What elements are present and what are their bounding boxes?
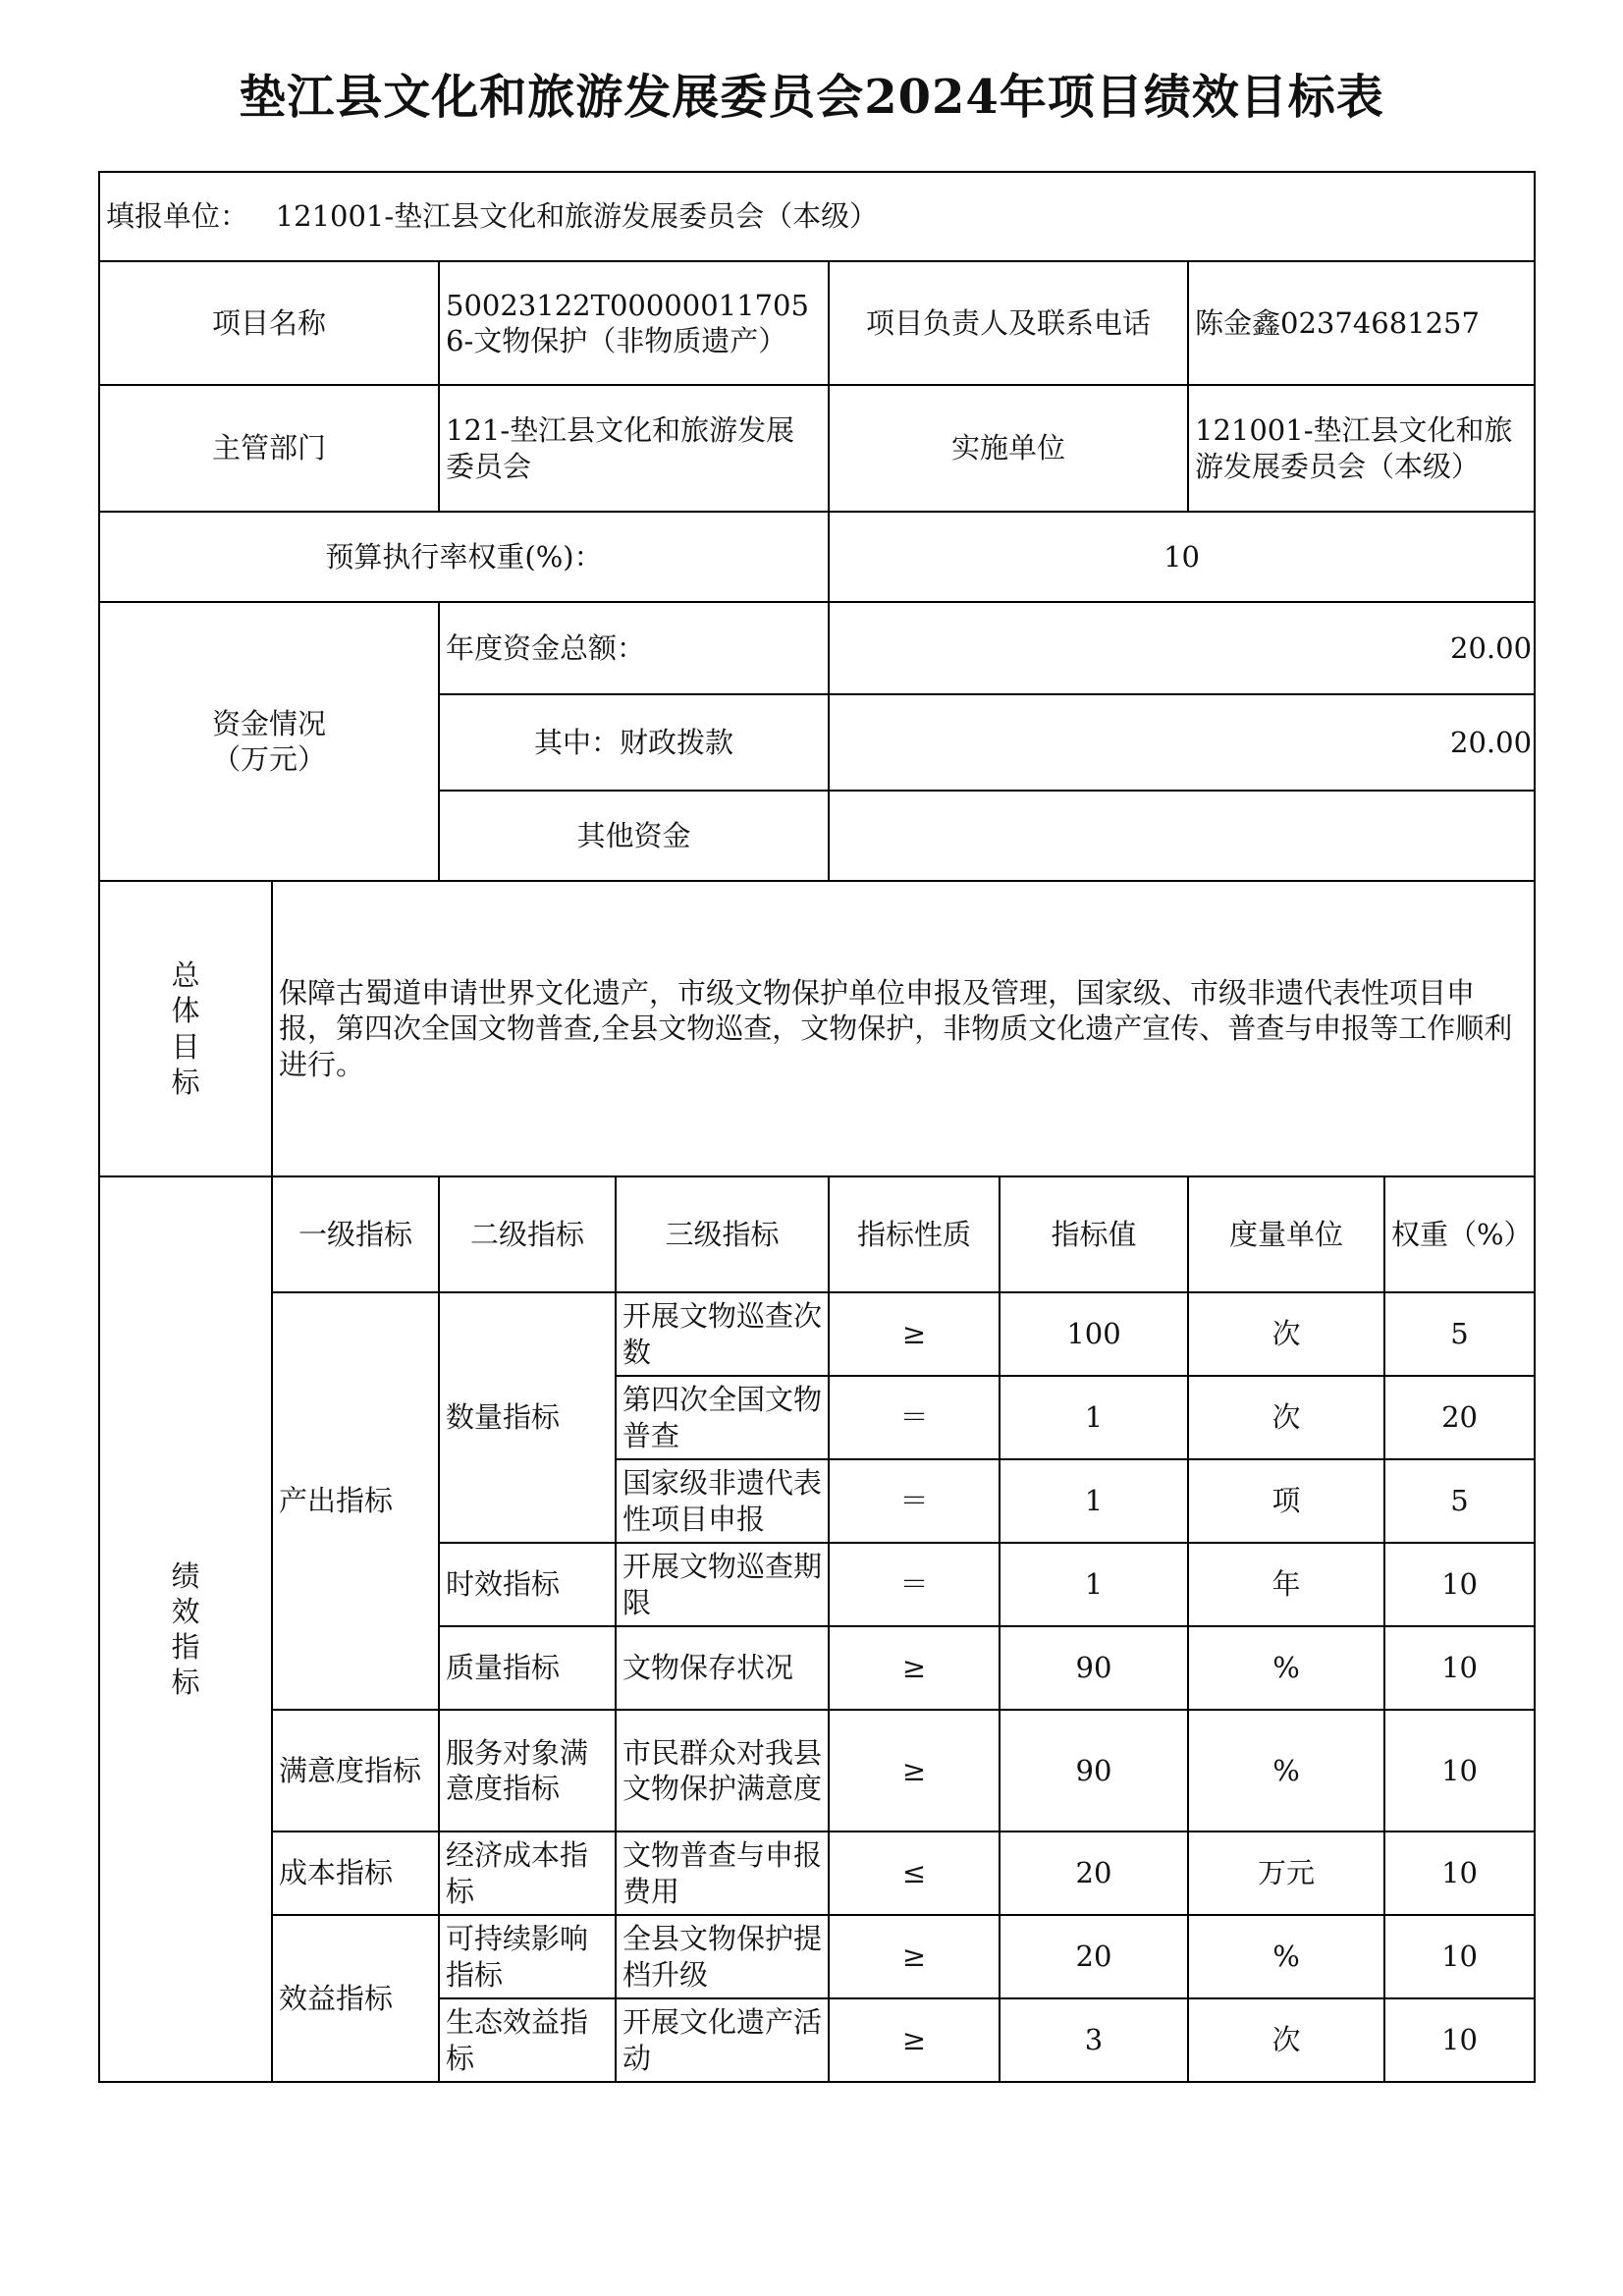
indicator-nature: ≥ — [829, 1292, 1000, 1376]
funds-label-line1: 资金情况 — [211, 706, 326, 740]
indicator-value: 20 — [1000, 1831, 1188, 1915]
performance-goal-table — [98, 171, 1536, 2083]
indicator-value: 20 — [1000, 1915, 1188, 1998]
level1-satisfaction: 满意度指标 — [272, 1710, 439, 1831]
indicator-value: 3 — [1000, 1998, 1188, 2082]
indicator-nature: ≥ — [829, 1710, 1000, 1831]
indicator-weight: 20 — [1384, 1376, 1535, 1459]
indicator-nature: ≥ — [829, 1915, 1000, 1998]
indicator-nature: ≥ — [829, 1998, 1000, 2082]
indicator-row — [99, 1915, 1535, 1998]
filler-row — [99, 172, 1535, 261]
level3-name: 开展文化遗产活动 — [616, 1998, 829, 2082]
indicators-label-char: 标 — [171, 1666, 200, 1700]
level2-quantity: 数量指标 — [439, 1292, 616, 1543]
level2-timeliness: 时效指标 — [439, 1543, 616, 1626]
indicator-nature: ≤ — [829, 1831, 1000, 1915]
goal-label-char: 总 — [171, 958, 200, 992]
filler-value: 121001-垫江县文化和旅游发展委员会（本级） — [275, 199, 879, 234]
level2-service-satisfaction: 服务对象满意度指标 — [439, 1710, 616, 1831]
indicator-weight: 10 — [1384, 1626, 1535, 1710]
indicators-label-char: 绩 — [171, 1558, 200, 1593]
level1-cost: 成本指标 — [272, 1831, 439, 1915]
goal-label — [99, 881, 272, 1176]
indicator-weight: 5 — [1384, 1459, 1535, 1543]
indicator-value: 100 — [1000, 1292, 1188, 1376]
budget-rate-row — [99, 512, 1535, 602]
indicator-value: 1 — [1000, 1376, 1188, 1459]
header-level1: 一级指标 — [272, 1176, 439, 1292]
level2-ecological: 生态效益指标 — [439, 1998, 616, 2082]
indicator-value: 1 — [1000, 1543, 1188, 1626]
funds-fiscal-label: 其中：财政拨款 — [439, 694, 829, 791]
indicators-label-char: 指 — [171, 1630, 200, 1664]
indicator-unit: % — [1188, 1626, 1384, 1710]
contact-value: 陈金鑫02374681257 — [1188, 261, 1535, 385]
funds-fiscal-value: 20.00 — [829, 694, 1535, 791]
level2-sustainability: 可持续影响指标 — [439, 1915, 616, 1998]
indicator-nature: ＝ — [829, 1459, 1000, 1543]
budget-rate-value: 10 — [829, 512, 1535, 602]
level2-quality: 质量指标 — [439, 1626, 616, 1710]
project-name-label: 项目名称 — [99, 261, 439, 385]
header-level2: 二级指标 — [439, 1176, 616, 1292]
funds-total-row — [99, 602, 1535, 694]
indicator-weight: 10 — [1384, 1710, 1535, 1831]
indicator-weight: 10 — [1384, 1998, 1535, 2082]
header-level3: 三级指标 — [616, 1176, 829, 1292]
funds-total-label: 年度资金总额： — [439, 602, 829, 694]
indicator-weight: 10 — [1384, 1543, 1535, 1626]
filler-cell — [99, 172, 1535, 261]
level1-benefit: 效益指标 — [272, 1915, 439, 2082]
contact-label: 项目负责人及联系电话 — [829, 261, 1188, 385]
indicator-unit: 项 — [1188, 1459, 1384, 1543]
dept-row — [99, 385, 1535, 512]
level3-name: 第四次全国文物普查 — [616, 1376, 829, 1459]
indicators-label-char: 效 — [171, 1594, 200, 1628]
level3-name: 开展文物巡查次数 — [616, 1292, 829, 1376]
level1-output: 产出指标 — [272, 1292, 439, 1710]
indicator-nature: ＝ — [829, 1376, 1000, 1459]
indicator-row — [99, 1710, 1535, 1831]
indicator-weight: 10 — [1384, 1915, 1535, 1998]
project-name-value: 50023122T000000117056-文物保护（非物质遗产） — [439, 261, 829, 385]
indicator-row — [99, 1292, 1535, 1376]
dept-label: 主管部门 — [99, 385, 439, 512]
page-title: 垫江县文化和旅游发展委员会2024年项目绩效目标表 — [239, 70, 1384, 125]
indicator-unit: 年 — [1188, 1543, 1384, 1626]
header-unit: 度量单位 — [1188, 1176, 1384, 1292]
level3-name: 开展文物巡查期限 — [616, 1543, 829, 1626]
indicator-nature: ≥ — [829, 1626, 1000, 1710]
indicator-unit: 次 — [1188, 1376, 1384, 1459]
dept-value: 121-垫江县文化和旅游发展委员会 — [439, 385, 829, 512]
impl-unit-label: 实施单位 — [829, 385, 1188, 512]
indicator-weight: 5 — [1384, 1292, 1535, 1376]
goal-label-char: 标 — [171, 1065, 200, 1099]
goal-label-char: 体 — [171, 994, 200, 1028]
level2-economic-cost: 经济成本指标 — [439, 1831, 616, 1915]
indicator-row — [99, 1831, 1535, 1915]
funds-label-line2: （万元） — [211, 742, 326, 776]
indicator-unit: 次 — [1188, 1998, 1384, 2082]
level3-name: 国家级非遗代表性项目申报 — [616, 1459, 829, 1543]
level3-name: 文物普查与申报费用 — [616, 1831, 829, 1915]
indicators-label — [99, 1176, 272, 2082]
goal-row — [99, 881, 1535, 1176]
indicator-unit: % — [1188, 1710, 1384, 1831]
budget-rate-label: 预算执行率权重(%)： — [99, 512, 829, 602]
filler-label: 填报单位： — [106, 199, 249, 234]
indicator-nature: ＝ — [829, 1543, 1000, 1626]
goal-label-char: 目 — [171, 1029, 200, 1064]
impl-unit-value: 121001-垫江县文化和旅游发展委员会（本级） — [1188, 385, 1535, 512]
indicator-value: 1 — [1000, 1459, 1188, 1543]
indicator-value: 90 — [1000, 1626, 1188, 1710]
indicator-unit: 次 — [1188, 1292, 1384, 1376]
funds-other-value — [829, 791, 1535, 881]
project-name-row — [99, 261, 1535, 385]
level3-name: 文物保存状况 — [616, 1626, 829, 1710]
indicator-value: 90 — [1000, 1710, 1188, 1831]
header-nature: 指标性质 — [829, 1176, 1000, 1292]
funds-label — [99, 602, 439, 881]
level3-name: 市民群众对我县文物保护满意度 — [616, 1710, 829, 1831]
header-weight: 权重（%） — [1384, 1176, 1535, 1292]
header-value: 指标值 — [1000, 1176, 1188, 1292]
indicator-unit: % — [1188, 1915, 1384, 1998]
indicator-header-row — [99, 1176, 1535, 1292]
indicator-weight: 10 — [1384, 1831, 1535, 1915]
funds-total-value: 20.00 — [829, 602, 1535, 694]
indicator-unit: 万元 — [1188, 1831, 1384, 1915]
funds-other-label: 其他资金 — [439, 791, 829, 881]
goal-text: 保障古蜀道申请世界文化遗产，市级文物保护单位申报及管理，国家级、市级非遗代表性项目申报，第四次全国文物普查,全县文物巡查，文物保护，非物质文化遗产宣传、普查与申报等工作顺利进行。 — [272, 881, 1535, 1176]
level3-name: 全县文物保护提档升级 — [616, 1915, 829, 1998]
